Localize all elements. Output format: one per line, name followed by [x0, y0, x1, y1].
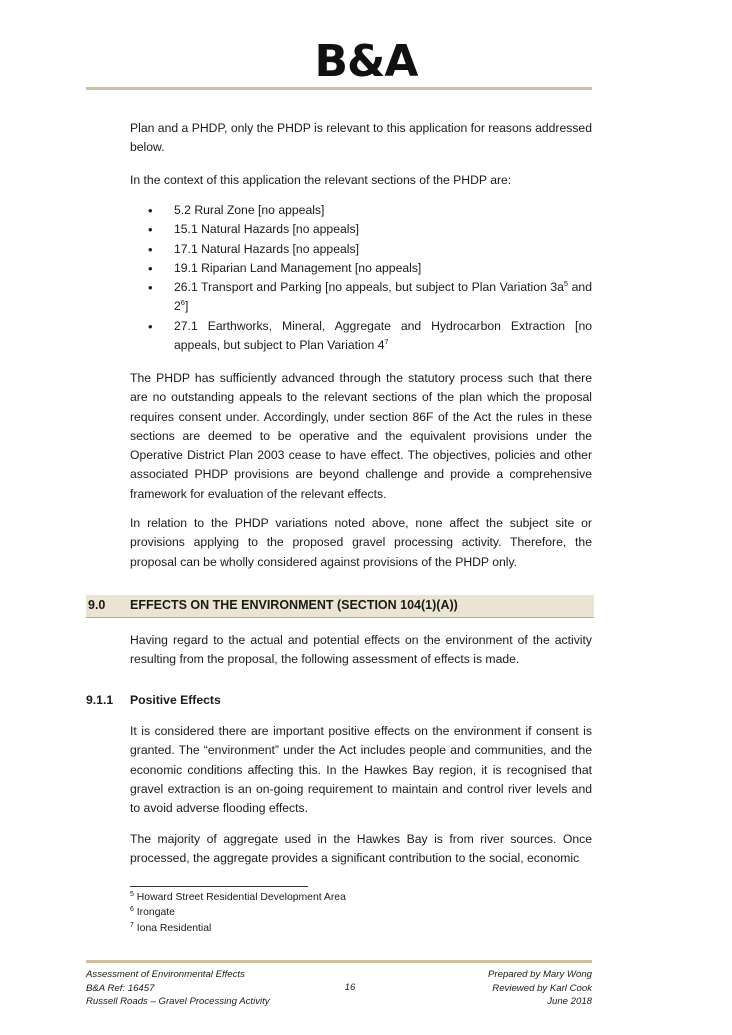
list-item: • 19.1 Riparian Land Management [no appeals] — [148, 259, 592, 278]
header-divider — [86, 87, 592, 90]
list-item: • 17.1 Natural Hazards [no appeals] — [148, 240, 592, 259]
footnote-ref: 7 — [384, 337, 389, 347]
paragraph-context: In the context of this application the relevant sections of the PHDP are: — [130, 173, 512, 187]
list-item: • 26.1 Transport and Parking [no appeals, but subject to Plan Variation $3a^5$ and $2^6$] — [148, 278, 592, 317]
footnotes — [130, 890, 346, 936]
footnote-6: $^6$ Irongate — [130, 906, 175, 919]
document-date: June 2018 — [547, 996, 592, 1007]
section-heading — [86, 595, 594, 618]
paragraph-positive-effects: It is considered there are important positive effects on the environment if consent is granted. The “environment” under the Act includes people and communities, and the economic conditions affecting this. In the Hawkes Bay region, it is recognised that gravel extraction is an on-going requirement to maintain and control river levels and to avoid adverse flooding effects. — [130, 724, 592, 816]
subsection-title: Positive Effects — [130, 693, 221, 707]
page-number: 16 — [344, 982, 356, 993]
footnote-ref: 6 — [180, 298, 185, 308]
footnote-divider — [130, 886, 308, 887]
footnote-7: $^7$ Iona Residential — [130, 921, 212, 934]
section-number: 9.0 — [88, 598, 106, 612]
paragraph-phdp-status: The PHDP has sufficiently advanced through the statutory process such that there are no outstanding appeals to the relevant sections of the plan which the proposal requires consent under. Accordingly, under section 86F of the Act the rules in these sections are deemed to be operative and the equivalent provisions under the Operative District Plan 2003 cease to have effect. The objectives, policies and other associated PHDP provisions are beyond challenge and provide a comprehensive framework for evaluation of the relevant effects. — [130, 371, 592, 501]
footnote-ref: 5 — [563, 279, 569, 289]
paragraph-variations: In relation to the PHDP variations noted above, none affect the subject site or provisions applying to the proposed gravel processing activity. Therefore, the proposal can be wholly considered against provisions of the PHDP only. — [130, 516, 592, 569]
company-logo: B&A — [314, 36, 418, 87]
paragraph-effects-intro: Having regard to the actual and potential effects on the environment of the activity resulting from the proposal, the following assessment of effects is made. — [130, 633, 592, 667]
document-title: Assessment of Environmental Effects — [86, 969, 245, 980]
project-name: Russell Roads – Gravel Processing Activity — [86, 996, 270, 1007]
footer-divider — [86, 960, 592, 963]
prepared-by: Prepared by Mary Wong — [488, 969, 592, 980]
list-item: • 27.1 Earthworks, Mineral, Aggregate and Hydrocarbon Extraction [no appeals, but subject to Plan Variation $4^7$ — [148, 317, 592, 356]
paragraph-intro: Plan and a PHDP, only the PHDP is relevant to this application for reasons addressed below. — [130, 121, 592, 155]
subsection-number: 9.1.1 — [86, 693, 114, 707]
footer-right — [488, 968, 592, 1009]
document-reference: B&A Ref: 16457 — [86, 982, 155, 994]
list-item: • 5.2 Rural Zone [no appeals] — [148, 201, 592, 220]
reviewed-by: Reviewed by Karl Cook — [492, 982, 592, 994]
paragraph-aggregate: The majority of aggregate used in the Hawkes Bay is from river sources. Once processed, the aggregate provides a significant contribution to the social, economic — [130, 832, 592, 866]
section-title: EFFECTS ON THE ENVIRONMENT (SECTION 104(1)(A)) — [130, 598, 458, 612]
footnote-5: $^5$ Howard Street Residential Development Area — [130, 891, 346, 903]
phdp-sections-list — [148, 201, 592, 355]
list-item: • 15.1 Natural Hazards [no appeals] — [148, 220, 592, 239]
